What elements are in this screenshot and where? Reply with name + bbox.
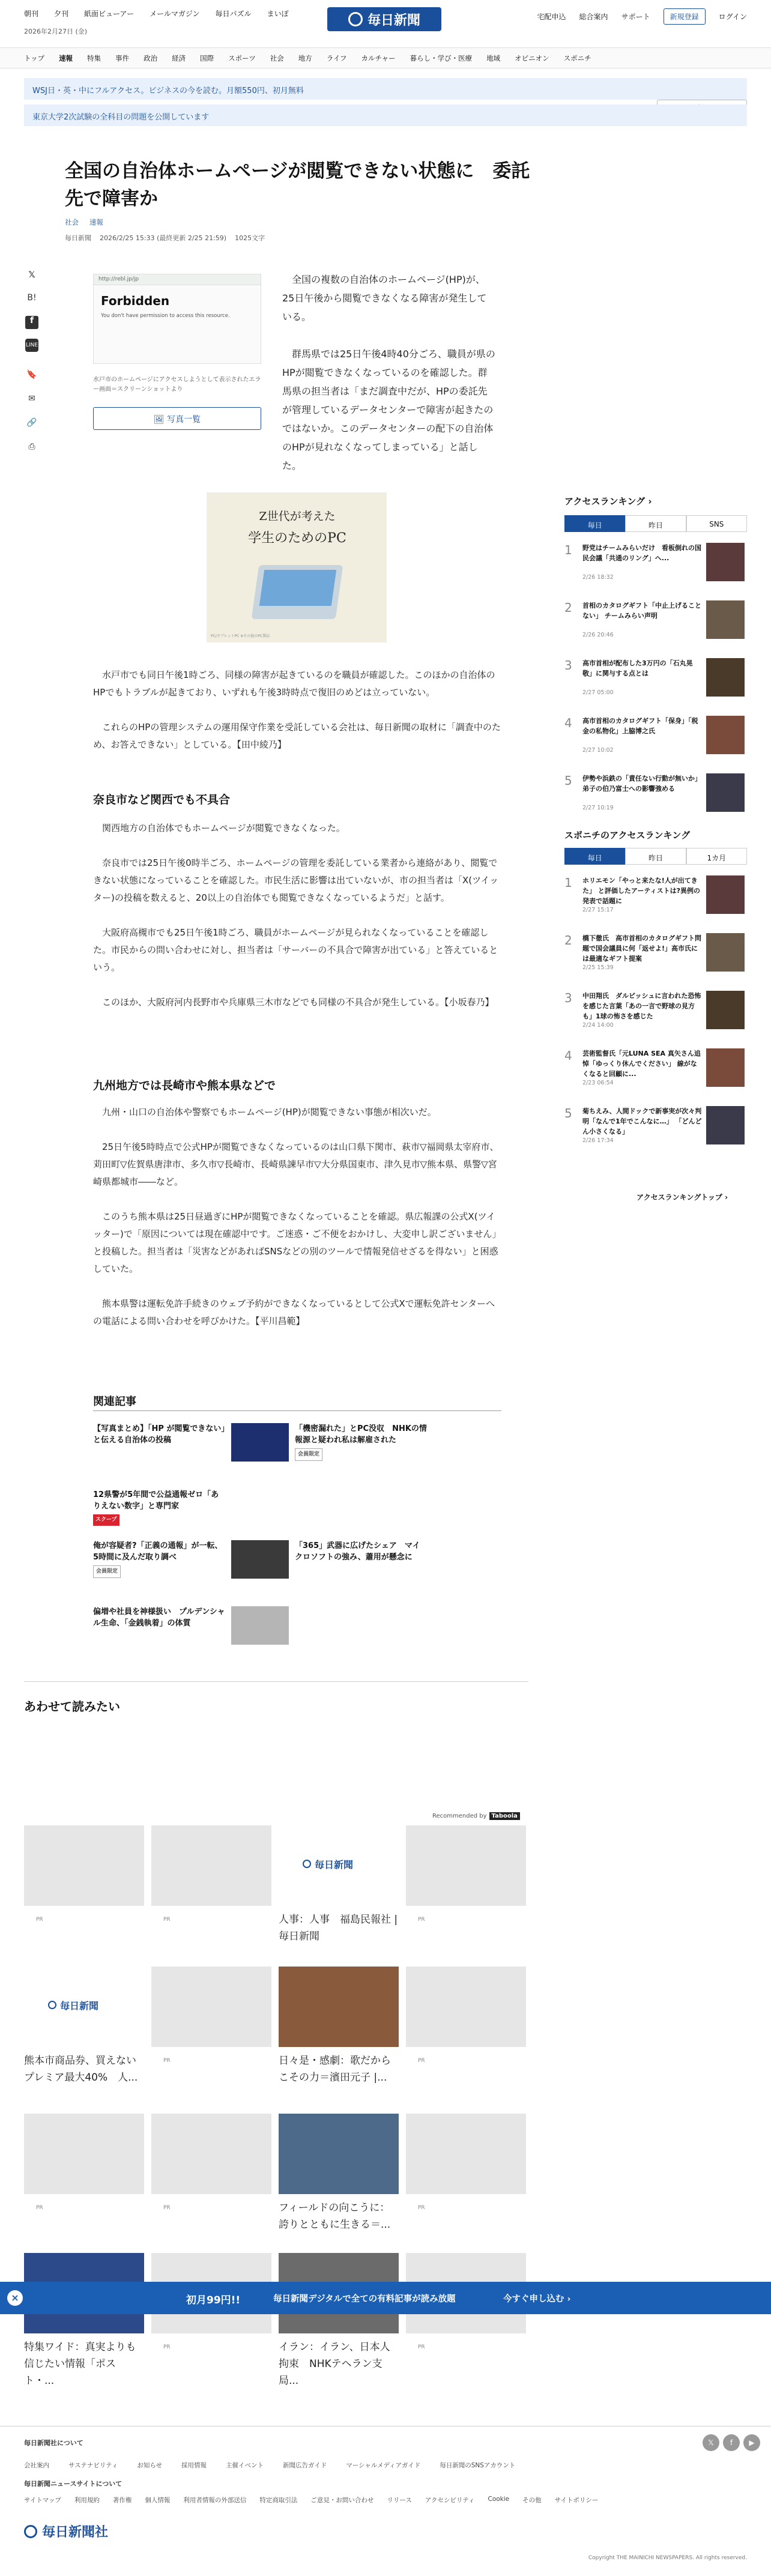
rank-number: 3	[564, 658, 572, 673]
tab-yesterday[interactable]: 昨日	[625, 515, 686, 532]
card-image	[406, 2114, 526, 2194]
recommend-card[interactable]	[406, 2114, 526, 2247]
footer-link[interactable]: その他	[522, 2497, 542, 2504]
recommend-card[interactable]	[279, 2253, 399, 2386]
body-paragraph: 大阪府高槻市でも25日午後1時ごろ、職員がホームページが見られなくなっていることを確認した。市民からの問い合わせに対し、担当者は「サーバーの不具合で障害が出ている」と答えているという。	[93, 927, 498, 973]
related-item[interactable]: 12県警が5年間で公益通報ゼロ「ありえない数字」と専門家 スクープ	[93, 1489, 291, 1531]
cta-message: 毎日新聞デジタルで全ての有料記事が読み放題	[273, 2294, 456, 2304]
article-lead	[282, 270, 495, 494]
footer-link[interactable]: 毎日新聞のSNSアカウント	[440, 2462, 516, 2469]
nav-mail[interactable]: メールマガジン	[150, 10, 200, 18]
footer-link[interactable]: リリース	[387, 2497, 412, 2504]
related-thumb	[231, 1606, 289, 1645]
recommend-card[interactable]	[151, 2114, 271, 2247]
card-title: 熊本市商品券、買えないプレミア最大40% 人...	[24, 2055, 138, 2084]
category-item[interactable]: オピニオン	[515, 54, 549, 62]
pr-label: PR	[36, 1917, 43, 1923]
rank-date: 2/27 15:17	[582, 907, 614, 913]
rank-title: 首相のカタログギフト「中止上げることない」 チームみらい声明	[582, 602, 701, 620]
article-body-3	[93, 1104, 501, 1347]
site-header	[0, 0, 771, 48]
line-icon[interactable]: LINE	[25, 339, 38, 352]
nav-maipo[interactable]: まいぽ	[267, 10, 289, 18]
body-paragraph: このほか、大阪府河内長野市や兵庫県三木市などでも同様の不具合が発生している。【小坂春乃】	[102, 997, 494, 1008]
rank-number: 2	[564, 600, 572, 615]
category-item[interactable]: 事件	[115, 54, 130, 62]
footer-link[interactable]: 主催イベント	[226, 2462, 264, 2469]
rank-number: 1	[564, 543, 572, 557]
footer-link[interactable]: アクセシビリティ	[425, 2497, 475, 2504]
rank-number: 3	[564, 991, 572, 1005]
footer-link[interactable]: 採用情報	[181, 2462, 207, 2469]
guide-link[interactable]: 総合案内	[579, 13, 608, 21]
article-body-2	[93, 820, 501, 1029]
facebook-icon[interactable]: f	[25, 316, 38, 329]
related-item[interactable]: 【写真まとめ】「HP が閲覧できない」と伝える自治体の投稿	[93, 1423, 291, 1465]
promo-banner-wsj[interactable]: WSJ日・英・中にフルアクセス。ビジネスの今を読む。月額550円、初月無料	[24, 78, 747, 100]
footer-link[interactable]: Cookie	[488, 2496, 510, 2503]
category-item[interactable]: 政治	[144, 54, 158, 62]
rank-thumb	[706, 773, 745, 812]
close-icon[interactable]: ×	[7, 2290, 23, 2306]
recommend-card[interactable]	[406, 1825, 526, 1959]
card-image	[24, 1825, 144, 1906]
footer-link[interactable]: 利用規約	[74, 2497, 100, 2504]
footer-about: 毎日新聞社について	[24, 2439, 83, 2447]
rank-title: 橋下徹氏 高市首相のカタログギフト問題で国会議員に何「返せよ!」高市氏には最適なギフト提案	[582, 934, 701, 963]
cta-apply[interactable]: 今すぐ申し込む ›	[503, 2294, 571, 2304]
header-nav	[24, 8, 289, 19]
card-image	[151, 2114, 271, 2194]
advertisement[interactable]	[207, 492, 387, 642]
ranking-item[interactable]	[564, 600, 747, 642]
rank-date: 2/26 20:46	[582, 632, 614, 638]
card-image	[24, 1967, 144, 2047]
photo-heading: Forbidden	[101, 294, 170, 308]
related-item[interactable]: 「365」武器に広げたシェア マイクロソフトの強み、蕭用が懸念に	[231, 1540, 429, 1582]
card-image	[279, 1967, 399, 2047]
ranking-item[interactable]	[564, 658, 747, 700]
rank-title: 中田翔氏 ダルビッシュに言われた恐怖を感じた言葉「あの一言で野球の見方も」1球の怖さを感じた	[582, 992, 701, 1020]
footer-link[interactable]: サステナビリティ	[68, 2462, 118, 2469]
photo-message: You don't have permission to access this resource.	[101, 313, 230, 319]
body-paragraph: 九州・山口の自治体や警察でもホームページ(HP)が閲覧できない事態が相次いだ。	[102, 1107, 437, 1117]
mainichi-logo: 毎日新聞	[303, 1855, 375, 1872]
article-source: 毎日新聞	[65, 234, 91, 242]
header-date: 2026年2月27日 (金)	[24, 28, 88, 35]
photo-list-button[interactable]: 🖼 写真一覧	[93, 407, 261, 430]
related-title: 関連記事	[93, 1395, 136, 1408]
logo-mark-icon	[348, 12, 363, 26]
rank-thumb	[706, 716, 745, 754]
nav-puzzle[interactable]: 毎日パズル	[215, 10, 252, 18]
sponichi-ranking-title: スポニチのアクセスランキング	[564, 830, 691, 841]
lead-paragraph: 全国の複数の自治体のホームページ(HP)が、25日午後から閲覧できなくなる障害が発生している。	[282, 274, 487, 322]
hatena-icon[interactable]: B!	[27, 293, 37, 303]
pr-label: PR	[418, 2205, 425, 2211]
delivery-link[interactable]: 宅配申込	[537, 13, 566, 21]
article-date: 2026/2/25 15:33 (最終更新 2/25 21:59)	[100, 234, 227, 242]
article-tags	[65, 217, 103, 227]
rank-date: 2/26 18:32	[582, 574, 614, 581]
rank-thumb	[706, 875, 745, 914]
promo-banner-todai[interactable]: 東京大学2次試験の全科目の問題を公開しています	[24, 104, 747, 126]
divider	[24, 1681, 528, 1682]
sponichi-tabs	[564, 848, 747, 865]
pr-label: PR	[163, 2058, 171, 2064]
section-heading-kyushu: 九州地方では長崎市や熊本県などで	[93, 1079, 276, 1092]
category-item[interactable]: 速報	[59, 54, 73, 62]
body-paragraph: 熊本県警は運転免許手続きのウェブ予約ができなくなっているとして公式Xで運転免許センターへの電話による問い合わせを呼びかけた。【平川昌範】	[93, 1298, 495, 1326]
body-paragraph: これらのHPの管理システムの運用保守作業を受託している会社は、毎日新聞の取材に「調査中のため、お答えできない」としている。【田中綾乃】	[93, 722, 501, 750]
ranking-item[interactable]	[564, 716, 747, 758]
pr-label: PR	[163, 1917, 171, 1923]
body-paragraph: このうち熊本県は25日昼過ぎにHPが閲覧できなくなっていることを確認。県広報課の公式X(ツイッター)で「原因については現在確認中です。ご迷惑・ご不便をおかけし、大変申し訳ございません」と投稿した。担当者は「災害などがあればSNSなどの別のツールで情報発信せざるを得ない」と困惑していた。	[93, 1211, 501, 1274]
logo-mark-icon	[303, 1860, 311, 1868]
ranking-item[interactable]	[564, 1048, 747, 1090]
card-image	[279, 2114, 399, 2194]
x-icon[interactable]: 𝕏	[28, 270, 35, 280]
footer-row-site	[24, 2496, 747, 2505]
link-icon[interactable]: 🔗	[26, 418, 37, 428]
footer-link[interactable]: サイトマップ	[24, 2497, 61, 2504]
rank-title: 野党はチームみらいだけ 看板倒れの国民会議「共通のリング」へ...	[582, 544, 701, 562]
tag-breaking[interactable]: 速報	[89, 218, 103, 226]
recommend-card[interactable]	[279, 2114, 399, 2247]
rank-number: 5	[564, 773, 572, 788]
site-logo[interactable]: 毎日新聞	[327, 7, 441, 31]
card-image	[24, 2114, 144, 2194]
mail-icon[interactable]: ✉	[28, 394, 35, 404]
rank-thumb	[706, 600, 745, 639]
rank-title: 伊勢や浜鉄の「責任ない行動が無いか」 弟子の伯乃富士への影響強める	[582, 775, 701, 793]
related-thumb	[231, 1540, 289, 1579]
photo-caption: 水戸市のホームページにアクセスしようとして表示されたエラー画面＝スクリーンショットより	[93, 376, 261, 393]
rank-number: 5	[564, 1106, 572, 1120]
recommend-card[interactable]	[24, 2114, 144, 2247]
login-button[interactable]: ログイン	[718, 13, 747, 21]
ranking-item[interactable]	[564, 543, 747, 585]
footer-link[interactable]: 新聞広告ガイド	[283, 2462, 327, 2469]
rank-title: 芸術監督氏「元LUNA SEA 真矢さん追悼「ゆっくり休んでください」 線がなくなると回顧に...	[582, 1050, 701, 1078]
card-title: 特集ワイド：真実よりも信じたい情報「ポスト・...	[24, 2341, 136, 2387]
category-item[interactable]: 国際	[200, 54, 214, 62]
ranking-item[interactable]	[564, 991, 747, 1033]
footer-logo[interactable]: 毎日新聞社	[24, 2522, 108, 2541]
rank-date: 2/27 10:19	[582, 805, 614, 811]
tab-month[interactable]: 1カ月	[686, 848, 747, 865]
rank-date: 2/27 05:00	[582, 689, 614, 696]
category-item[interactable]: カルチャー	[361, 54, 396, 62]
category-item[interactable]: スポニチ	[563, 54, 591, 62]
rank-thumb	[706, 658, 745, 697]
footer-link[interactable]: 会社案内	[24, 2462, 49, 2469]
category-item[interactable]: 暮らし・学び・医療	[410, 54, 473, 62]
rank-number: 4	[564, 716, 572, 730]
article-title: 全国の自治体ホームページが閲覧できない状態に 委託先で障害か	[65, 160, 530, 210]
youtube-icon[interactable]: ▶	[743, 2434, 760, 2451]
ad-line1: Z世代が考えた	[259, 510, 336, 523]
mainichi-logo: 毎日新聞	[48, 1997, 120, 2013]
recommend-card[interactable]	[151, 2253, 271, 2386]
rank-number: 1	[564, 875, 572, 890]
rank-title: 菊ちえみ、人間ドックで新事実が次々判明「なんで1年でこんなに…」 「どんどん小さくなる」	[582, 1107, 702, 1135]
body-paragraph: 関西地方の自治体でもホームページが閲覧できなくなった。	[102, 823, 345, 833]
body-paragraph: 25日午後5時時点で公式HPが閲覧できなくなっているのは山口県下関市、萩市▽福岡県太宰府市、苅田町▽佐賀県唐津市、多久市▽長崎市、長崎県諫早市▽大分県国東市、津久見市▽熊本県、県警▽宮崎県都城市――など。	[93, 1141, 499, 1187]
recommend-card[interactable]	[24, 1967, 144, 2100]
copyright: Copyright THE MAINICHI NEWSPAPERS. All rights reserved.	[588, 2555, 747, 2561]
card-title: 日々是・感劇：歌だからこその力＝濱田元子 |...	[279, 2055, 391, 2084]
rank-date: 2/23 06:54	[582, 1080, 614, 1086]
rank-title: ホリエモン「やっと来たな!人が出てきた」 と評価したアーティストは?異例の発表で話題に	[582, 877, 700, 905]
pr-label: PR	[418, 2058, 425, 2064]
print-icon[interactable]: ⎙	[28, 442, 35, 452]
logo-mark-icon	[24, 2525, 37, 2538]
recommend-card[interactable]	[24, 2253, 144, 2386]
body-paragraph: 水戸市でも同日午後1時ごろ、同様の障害が起きているのを職員が確認した。このほかの自治体のHPでもトラブルが起きており、いずれも午後3時時点で復旧のめどは立っていない。	[93, 670, 495, 698]
scoop-badge: スクープ	[93, 1514, 119, 1526]
tab-daily[interactable]: 毎日	[564, 848, 625, 865]
recommended-by: Recommended by Taboola	[432, 1812, 520, 1820]
pr-label: PR	[36, 2205, 43, 2211]
card-image	[151, 1967, 271, 2047]
card-title: 人事：人事 福島民報社 | 毎日新聞	[279, 1914, 398, 1943]
article-body-1	[93, 667, 501, 771]
rank-title: 高市首相が配布した3万円の「石丸晃敬」に関与する点とは	[582, 659, 693, 677]
footer-link[interactable]: お知らせ	[137, 2462, 163, 2469]
rank-date: 2/25 15:39	[582, 964, 614, 971]
category-item[interactable]: 特集	[87, 54, 101, 62]
recommend-card[interactable]	[279, 1967, 399, 2100]
also-read-title: あわせて読みたい	[24, 1699, 120, 1714]
category-nav	[0, 48, 771, 68]
body-paragraph: 奈良市では25日午後0時半ごろ、ホームページの管理を委託している業者から連絡があり、閲覧できない状態になっていることを確認した。市民生活に影響は出ていないが、市の担当者は「X(ツイッター)の投稿を数えると、20以上の自治体でも閲覧できなくなっているようだ」と話す。	[93, 857, 499, 903]
footer-link[interactable]: ご意見・お問い合わせ	[310, 2497, 374, 2504]
recommend-card[interactable]	[24, 1825, 144, 1959]
pr-label: PR	[163, 2205, 171, 2211]
card-image	[279, 1825, 399, 1906]
rank-title: 高市首相のカタログギフト「保身」「税金の私物化」上脇博之氏	[582, 717, 698, 735]
x-icon[interactable]: 𝕏	[703, 2434, 719, 2451]
facebook-icon[interactable]: f	[723, 2434, 740, 2451]
lead-paragraph: 群馬県では25日午後4時40分ごろ、職員が県のHPが閲覧できなくなっているのを確認した。群馬県の担当者は「まだ調査中だが、HPの委託先が管理しているデータセンターで障害が起きたのではないか。このデータセンターの配下の自治体のHPが見れなくなってしまっている」と話した。	[282, 348, 495, 471]
rank-thumb	[706, 543, 745, 581]
rank-thumb	[706, 1106, 745, 1144]
rank-date: 2/26 17:34	[582, 1137, 614, 1144]
recommend-card[interactable]	[406, 1967, 526, 2100]
related-item[interactable]: 偏増や社員を神様扱い プルデンシャル生命、「金銭執着」の体質	[93, 1606, 291, 1648]
footer-link[interactable]: 個人情報	[145, 2497, 171, 2504]
rank-thumb	[706, 933, 745, 972]
pr-label: PR	[163, 2344, 171, 2350]
related-item[interactable]: 「機密漏れた」とPC没収 NHKの情報源と疑われ私は解雇された 会員限定	[231, 1423, 429, 1465]
tab-yesterday[interactable]: 昨日	[625, 848, 686, 865]
support-link[interactable]: サポート	[621, 13, 650, 21]
section-heading-nara: 奈良市など関西でも不具合	[93, 793, 231, 806]
related-divider	[93, 1410, 501, 1411]
recommend-card[interactable]	[406, 2253, 526, 2386]
taboola-logo[interactable]: Taboola	[489, 1812, 520, 1820]
card-title: イラン：イラン、日本人拘束 NHKテヘラン支局...	[279, 2341, 390, 2387]
tab-daily[interactable]: 毎日	[564, 515, 625, 532]
laptop-image	[252, 565, 343, 619]
rank-date: 2/24 14:00	[582, 1022, 614, 1029]
photo-url-bar: http://rebl.jp/jp	[94, 274, 261, 285]
tag-society[interactable]: 社会	[65, 218, 79, 226]
pr-label: PR	[418, 2344, 425, 2350]
nav-morning[interactable]: 朝刊	[24, 10, 39, 18]
related-item[interactable]: 俺が容疑者?「正義の通報」が一転、5時間に及んだ取り調べ 会員限定	[93, 1540, 291, 1582]
recommend-card[interactable]	[151, 1967, 271, 2100]
access-ranking-title[interactable]: アクセスランキング ›	[564, 496, 652, 507]
access-tabs	[564, 515, 747, 532]
category-item[interactable]: ライフ	[326, 54, 347, 62]
ranking-item[interactable]	[564, 773, 747, 815]
bookmark-icon[interactable]: 🔖	[26, 370, 37, 379]
footer-row-company	[24, 2461, 747, 2470]
ranking-item[interactable]	[564, 1106, 747, 1148]
ranking-item[interactable]	[564, 875, 747, 918]
pr-label: PR	[418, 1917, 425, 1923]
recommend-card[interactable]	[151, 1825, 271, 1959]
category-item[interactable]: スポーツ	[228, 54, 256, 62]
ranking-top-link[interactable]: アクセスランキングトップ ›	[636, 1193, 728, 1202]
article-chars: 1025文字	[235, 234, 265, 242]
ad-small: PC/タブレットPC ※その他のPC製品	[211, 634, 270, 638]
cta-price: 初月99円!!	[186, 2294, 241, 2306]
rank-number: 4	[564, 1048, 572, 1063]
ad-line2: 学生のためのPC	[248, 531, 346, 546]
card-image	[406, 1967, 526, 2047]
category-item[interactable]: トップ	[24, 54, 45, 62]
footer-link[interactable]: 利用者情報の外部送信	[183, 2497, 247, 2504]
member-badge: 会員限定	[295, 1448, 322, 1461]
ranking-item[interactable]	[564, 933, 747, 975]
card-title: フィールドの向こうに：誇りとともに生きる＝...	[279, 2202, 391, 2231]
category-item[interactable]: 社会	[270, 54, 284, 62]
logo-mark-icon	[48, 2001, 56, 2009]
footer-link[interactable]: 著作権	[112, 2497, 132, 2504]
nav-evening[interactable]: 夕刊	[54, 10, 69, 18]
rank-date: 2/27 10:02	[582, 747, 614, 754]
article-photo[interactable]	[93, 274, 261, 364]
rank-thumb	[706, 1048, 745, 1087]
article-meta	[65, 233, 265, 243]
footer-link[interactable]: 特定商取引法	[259, 2497, 298, 2504]
category-item[interactable]: 経済	[172, 54, 186, 62]
card-image	[406, 1825, 526, 1906]
tab-sns[interactable]: SNS	[686, 515, 747, 532]
recommend-card[interactable]	[279, 1825, 399, 1959]
footer-site-title: 毎日新聞ニュースサイトについて	[24, 2480, 122, 2488]
rank-number: 2	[564, 933, 572, 948]
subscribe-banner[interactable]	[0, 2282, 771, 2314]
nav-viewer[interactable]: 紙面ビューアー	[84, 10, 135, 18]
footer-link[interactable]: マーシャルメディアガイド	[346, 2462, 421, 2469]
card-image	[151, 1825, 271, 1906]
header-right	[537, 8, 747, 25]
related-thumb	[231, 1423, 289, 1462]
footer-link[interactable]: サイトポリシー	[554, 2497, 599, 2504]
category-item[interactable]: 地域	[486, 54, 501, 62]
register-button[interactable]: 新規登録	[664, 8, 706, 25]
category-item[interactable]: 地方	[298, 54, 312, 62]
rank-thumb	[706, 991, 745, 1029]
member-badge: 会員限定	[93, 1565, 121, 1578]
